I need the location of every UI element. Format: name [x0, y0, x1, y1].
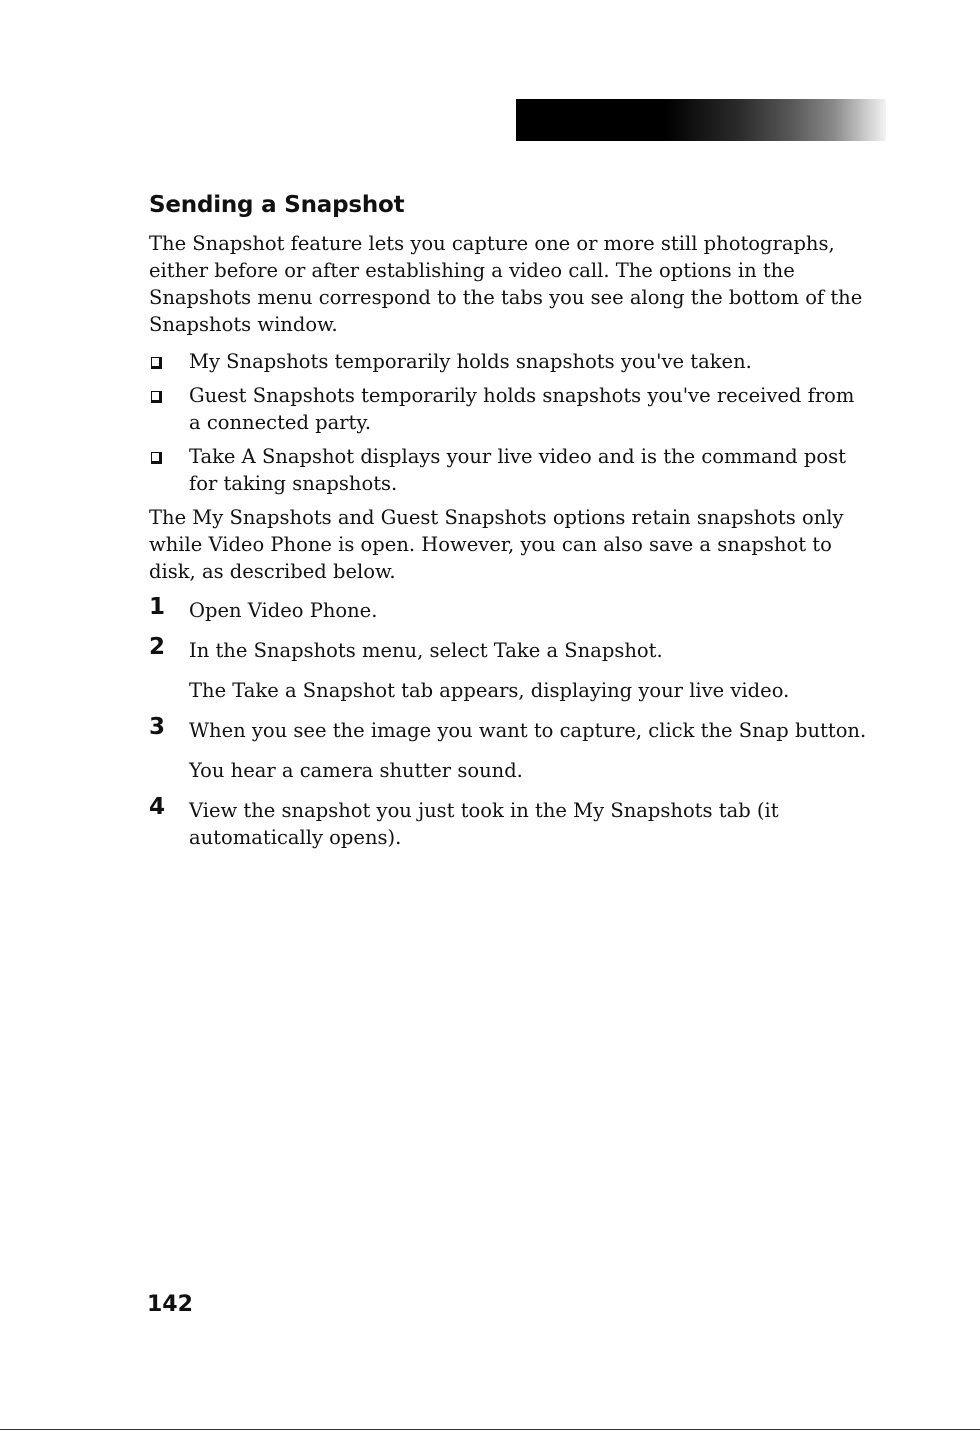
checkbox-bullet-icon [151, 452, 162, 464]
step-number: 1 [149, 594, 166, 620]
step-number: 3 [149, 714, 166, 740]
page-content [149, 192, 869, 864]
chapter-header-bar [516, 99, 886, 141]
list-item-text: My Snapshots temporarily holds snapshots you've taken. [189, 350, 752, 373]
step-result: The Take a Snapshot tab appears, displaying your live video. [189, 679, 790, 702]
step-number: 4 [149, 794, 166, 820]
list-item-text: Take A Snapshot displays your live video and is the command post for taking snapshots. [189, 445, 846, 495]
step-text: Open Video Phone. [189, 599, 378, 622]
list-item [149, 382, 869, 436]
list-item [149, 443, 869, 497]
step-number: 2 [149, 634, 166, 660]
page-number: 142 [147, 1292, 193, 1317]
step-item [149, 714, 869, 784]
checkbox-bullet-icon [151, 391, 162, 403]
section-heading: Sending a Snapshot [149, 192, 405, 218]
step-text: When you see the image you want to capture, click the Snap button. [189, 719, 867, 742]
bottom-edge-rule [0, 1429, 980, 1430]
step-text: In the Snapshots menu, select Take a Snapshot. [189, 639, 663, 662]
step-result: You hear a camera shutter sound. [189, 759, 523, 782]
step-item [149, 594, 869, 624]
snapshot-options-list [149, 348, 869, 497]
step-item [149, 794, 869, 851]
list-item-text: Guest Snapshots temporarily holds snapshots you've received from a connected party. [189, 384, 855, 434]
step-item [149, 634, 869, 704]
list-item [149, 348, 869, 375]
step-text: View the snapshot you just took in the My Snapshots tab (it automatically opens). [189, 799, 779, 849]
checkbox-bullet-icon [151, 357, 162, 369]
retain-paragraph: The My Snapshots and Guest Snapshots options retain snapshots only while Video Phone is open. However, you can also save a snapshot to disk, as described below. [149, 506, 844, 583]
intro-paragraph: The Snapshot feature lets you capture one or more still photographs, either before or after establishing a video call. The options in the Snapshots menu correspond to the tabs you see along the bottom of the Snapshots window. [149, 232, 863, 336]
steps-list [149, 594, 869, 851]
